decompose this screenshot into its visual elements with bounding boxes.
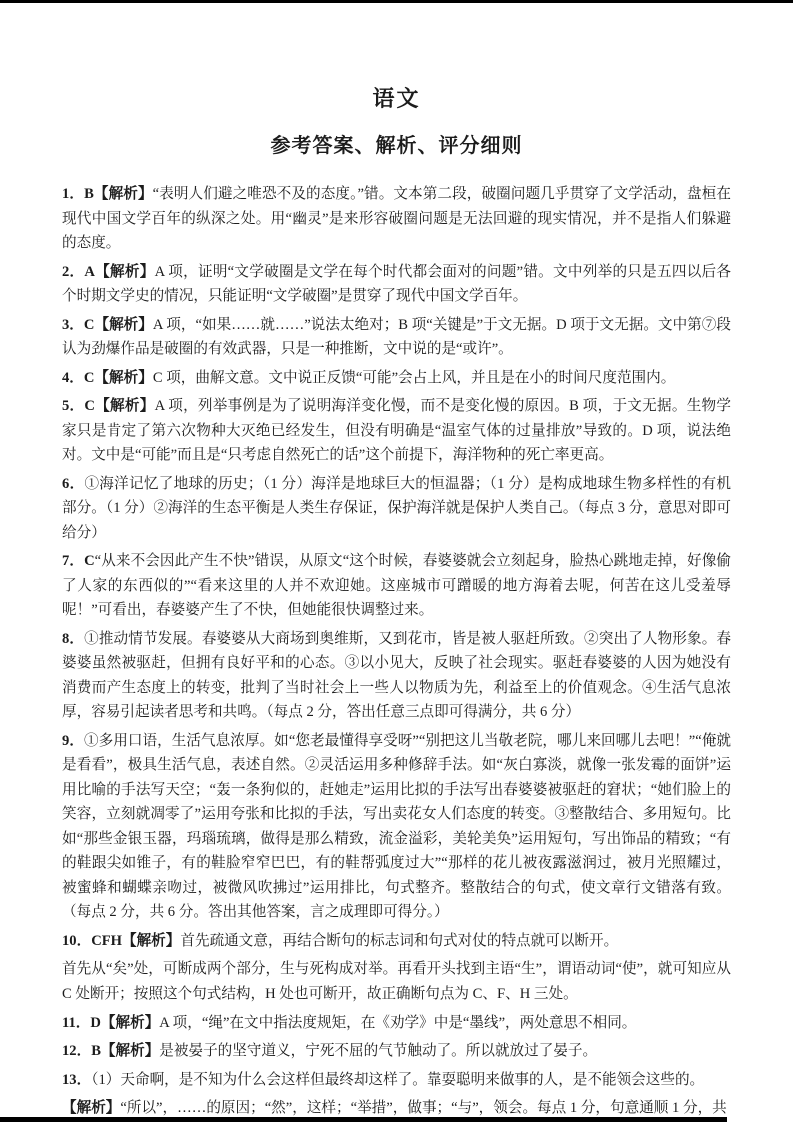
answer-text: A 项，列举事例是为了说明海洋变化慢，而不是变化慢的原因。B 项，于文无据。生物学家只是肯定了第六次物种大灭绝已经发生，但没有明确是“温室气体的过量排放”导致的。D 项，说法绝对。文中是“可能”而且是“只考虑自然死亡的话”这个前提下，海洋物种的死亡率更高。: [62, 398, 731, 464]
answer-text: 首先疏通文意，再结合断句的标志词和句式对仗的特点就可以断开。: [180, 932, 619, 949]
answer-text: C 项，曲解文意。文中说正反馈“可能”会占上风，并且是在小的时间尺度范围内。: [152, 369, 676, 386]
answer-paragraph: [62, 313, 731, 362]
doc-title: 语文: [372, 86, 421, 111]
page-border-top: [0, 0, 793, 3]
answer-lead: 13．: [62, 1071, 92, 1088]
answer-lead: 5．C【解析】: [62, 398, 155, 415]
answer-text: ①推动情节发展。春婆婆从大商场到奥维斯，又到花市，皆是被人驱赶所致。②突出了人物形象。春婆婆虽然被驱赶，但拥有良好平和的心态。③以小见大，反映了社会现实。驱赶春婆婆的人因为她没有消费而产生态度上的转变，批判了当时社会上一些人以物质为先，利益至上的价值观念。④生活气息浓厚，容易引起读者思考和共鸣。（每点 2 分，答出任意三点即可得满分，共 6 分）: [62, 630, 731, 721]
answer-paragraph: [62, 549, 731, 623]
answer-paragraph: [62, 472, 731, 546]
answer-text: “所以”，……的原因；“然”，这样；“举措”，做事；“与”，领会。每点 1 分，句意通顺 1 分，共: [120, 1100, 727, 1117]
answer-paragraph: [62, 260, 731, 309]
answer-lead: 2．A【解析】: [62, 263, 155, 280]
answer-paragraph: [62, 1011, 731, 1036]
answer-paragraph: [62, 957, 731, 1006]
answer-lead: 1．B【解析】: [62, 186, 153, 202]
answer-lead: 9．: [62, 732, 84, 749]
answer-paragraph: [62, 1039, 731, 1064]
answer-text: “从来不会因此产生不快”错误，从原文“这个时候，春婆婆就会立刻起身，脸热心跳地走掉，好像偷了人家的东西似的”“看来这里的人并不欢迎她。这座城市可蹭暖的地方海着去呢，何苦在这儿受羞辱呢！”可看出，春婆婆产生了不快，但她能很快调整过来。: [62, 553, 732, 619]
answer-text: A 项，“绳”在文中指法度规矩，在《劝学》中是“墨线”，两处意思不相同。: [159, 1014, 637, 1031]
answers-list: [62, 182, 731, 1121]
answer-paragraph: [62, 182, 731, 256]
answer-text: （1）天命啊，是不知为什么会这样但最终却这样了。靠耍聪明来做事的人，是不能领会这些的。: [91, 1071, 705, 1088]
answer-lead: 6．: [62, 475, 85, 492]
answer-text: ①海洋记忆了地球的历史；（1 分）海洋是地球巨大的恒温器；（1 分）是构成地球生物多样性的有机部分。（1 分）②海洋的生态平衡是人类生存保证，保护海洋就是保护人类自己。（每点 3 分，意思对即可给分）: [62, 475, 731, 541]
page-border-bottom: [0, 1117, 727, 1122]
answer-paragraph: [62, 366, 731, 391]
answer-lead: 11．D【解析】: [62, 1014, 160, 1031]
answer-paragraph: [62, 394, 731, 468]
answer-paragraph: [62, 1068, 731, 1093]
answer-lead: 4．C【解析】: [62, 369, 153, 386]
answer-text: A 项，证明“文学破圈是文学在每个时代都会面对的问题”错。文中列举的只是五四以后各个时期文学史的情况，只能证明“文学破圈”是贯穿了现代中国文学百年。: [62, 263, 732, 305]
answer-lead: 8．: [62, 630, 85, 647]
answer-text: 是被晏子的坚守道义，宁死不屈的气节触动了。所以就放过了晏子。: [159, 1043, 598, 1060]
answer-lead: 12．B【解析】: [62, 1043, 160, 1060]
answer-paragraph: [62, 929, 731, 954]
answer-paragraph: [62, 729, 731, 925]
answer-lead: 3．C【解析】: [62, 316, 153, 333]
doc-subtitle: 参考答案、解析、评分细则: [270, 135, 523, 157]
answer-text: 首先从“矣”处，可断成两个部分，生与死构成对举。再看开头找到主语“生”，谓语动词“使”，就可知应从 C 处断开；按照这个句式结构，H 处也可断开，故正确断句点为 C、F、H 三处。: [62, 961, 731, 1002]
answer-paragraph: [62, 627, 731, 725]
answer-text: “表明人们避之唯恐不及的态度。”错。文本第二段，破圈问题几乎贯穿了文学活动，盘桓在现代中国文学百年的纵深之处。用“幽灵”是来形容破圈问题是无法回避的现实情况，并不是指人们躲避的态度。: [62, 186, 731, 252]
answer-lead: 7．C: [62, 553, 95, 570]
answer-text: ①多用口语，生活气息浓厚。如“您老最懂得享受呀”“别把这儿当敬老院，哪儿来回哪儿去吧！”“俺就是看看”，极具生活气息，表述自然。②灵活运用多种修辞手法。如“灰白寡淡，就像一张发霉的面饼”运用比喻的手法写天空；“轰一条狗似的，赶她走”运用比拟的手法写出春婆婆被驱赶的窘状；“她们脸上的笑容，立刻就凋零了”运用夸张和比拟的手法，写出卖花女人们态度的转变。③整散结合、多用短句。比如“那些金银玉器，玛瑙琉璃，做得是那么精致，流金溢彩，美轮美奂”运用短句，写出饰品的精致；“有的鞋跟尖如锥子，有的鞋脸窄窄巴巴，有的鞋帮弧度过大”“那样的花儿被夜露滋润过，被月光照耀过，被蜜蜂和蝴蝶亲吻过，被微风吹拂过”运用排比，句式整齐。整散结合的句式，使文章行文错落有致。（每点 2 分，共 6 分。答出其他答案，言之成理即可得分。）: [62, 732, 731, 921]
answer-text: A 项，“如果……就……”说法太绝对；B 项“关键是”于文无据。D 项于文无据。文中第⑦段认为劲爆作品是破圈的有效武器，只是一种推断，文中说的是“或许”。: [62, 316, 731, 358]
answer-lead: 10．CFH【解析】: [62, 932, 181, 949]
answer-lead: 【解析】: [62, 1100, 121, 1117]
